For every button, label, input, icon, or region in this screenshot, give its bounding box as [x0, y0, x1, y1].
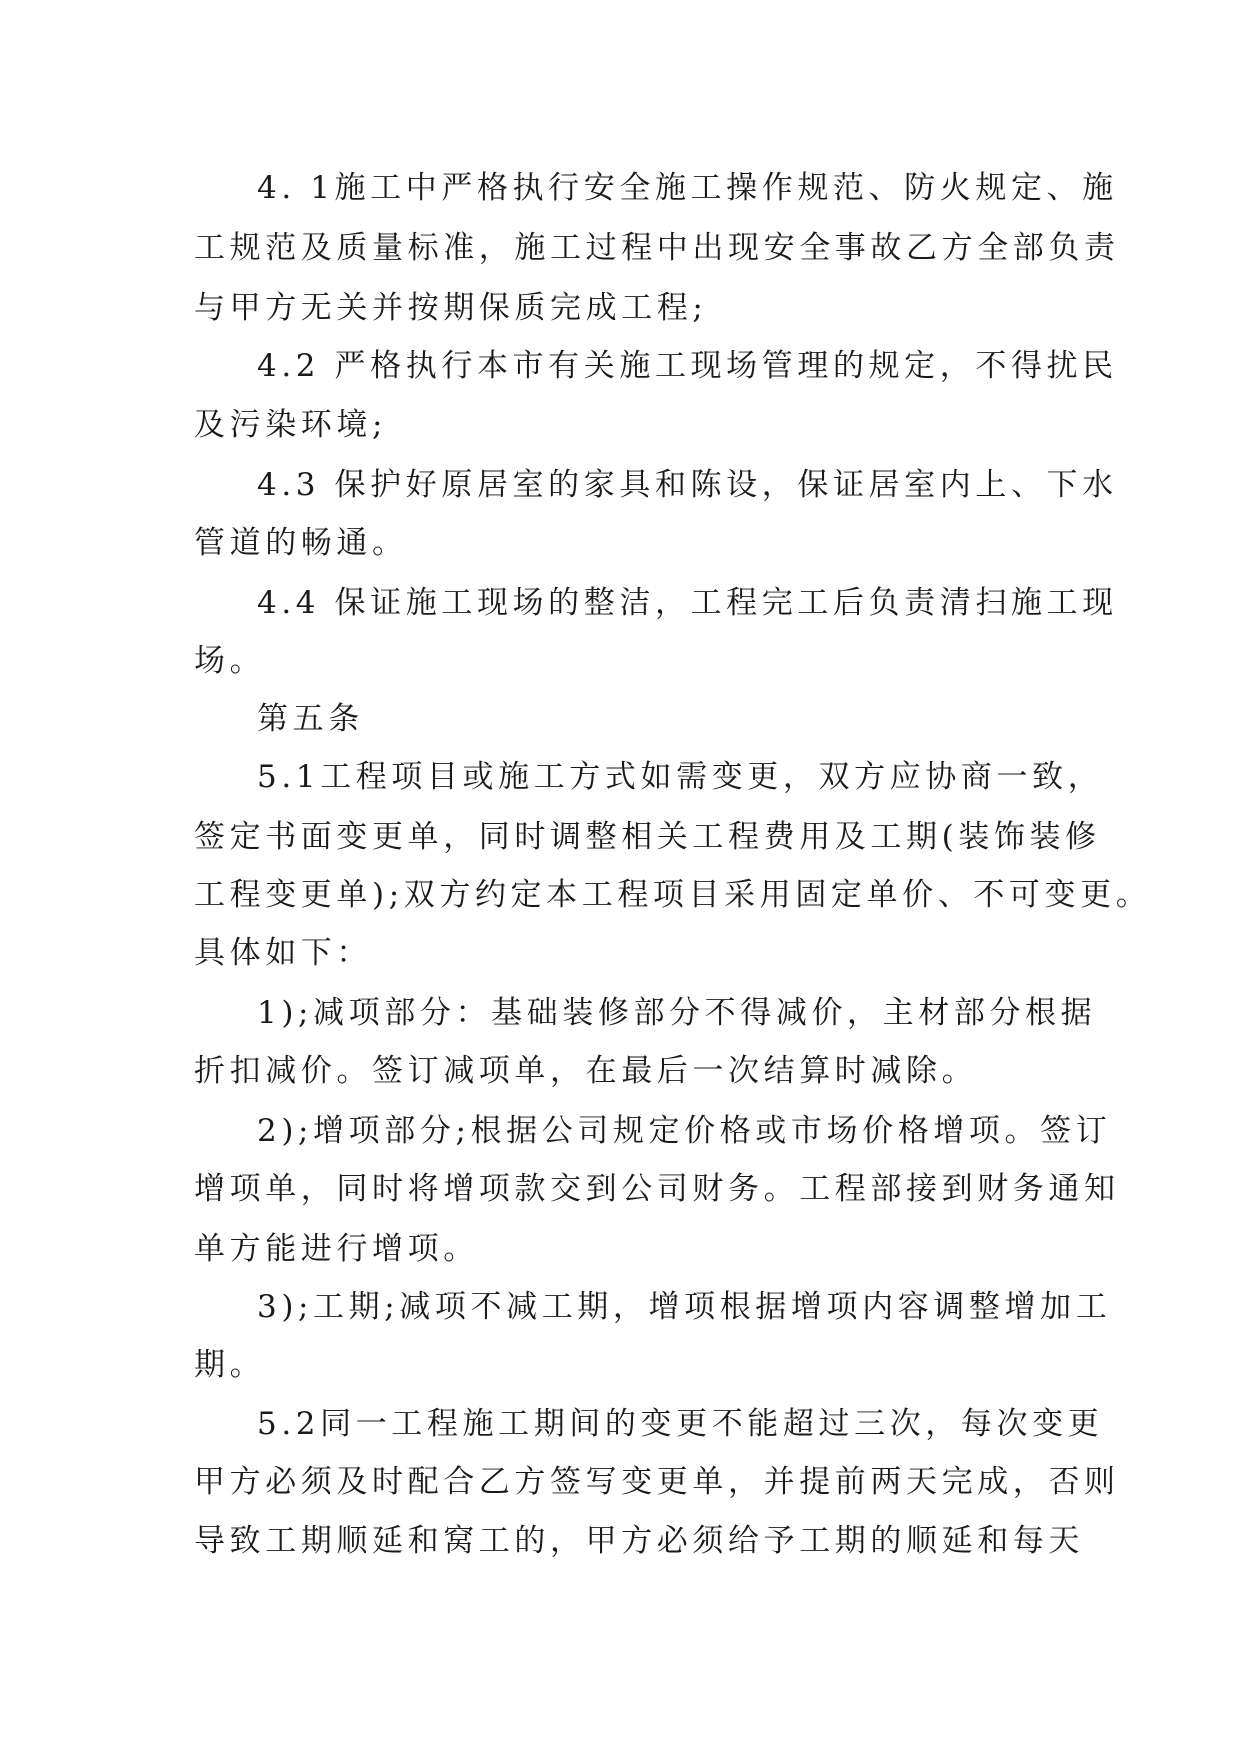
- paragraph-4-3-line-2: 管道的畅通。: [194, 525, 408, 561]
- item-3-line-1: 3);工期;减项不减工期，增项根据增项内容调整增加工: [257, 1289, 1112, 1325]
- paragraph-4-3-line-1: 4.3 保护好原居室的家具和陈设，保证居室内上、下水: [257, 467, 1118, 503]
- paragraph-4-4-line-1: 4.4 保证施工现场的整洁，工程完工后负责清扫施工现: [257, 585, 1118, 621]
- paragraph-5-2-line-2: 甲方必须及时配合乙方签写变更单，并提前两天完成，否则: [194, 1464, 1120, 1500]
- paragraph-5-1-line-4: 具体如下：: [194, 935, 372, 971]
- item-1-line-2: 折扣减价。签订减项单，在最后一次结算时减除。: [194, 1053, 978, 1089]
- section-heading-article-5: 第五条: [257, 701, 364, 737]
- paragraph-5-1-line-2: 签定书面变更单，同时调整相关工程费用及工期(装饰装修: [194, 819, 1101, 855]
- item-1-line-1: 1);减项部分：基础装修部分不得减价，主材部分根据: [257, 995, 1097, 1031]
- item-3-line-2: 期。: [194, 1347, 266, 1383]
- item-2-line-3: 单方能进行增项。: [194, 1231, 479, 1267]
- paragraph-5-2-line-3: 导致工期顺延和窝工的，甲方必须给予工期的顺延和每天: [194, 1523, 1084, 1559]
- paragraph-4-2-line-1: 4.2 严格执行本市有关施工现场管理的规定，不得扰民: [257, 348, 1118, 384]
- item-2-line-2: 增项单，同时将增项款交到公司财务。工程部接到财务通知: [194, 1171, 1120, 1207]
- paragraph-5-2-line-1: 5.2同一工程施工期间的变更不能超过三次，每次变更: [257, 1406, 1104, 1442]
- paragraph-5-1-line-1: 5.1工程项目或施工方式如需变更，双方应协商一致，: [257, 759, 1104, 795]
- paragraph-4-2-line-2: 及污染环境;: [194, 407, 388, 443]
- paragraph-4-1-line-1: 4. 1施工中严格执行安全施工操作规范、防火规定、施: [257, 170, 1118, 206]
- paragraph-4-1-line-3: 与甲方无关并按期保质完成工程;: [194, 290, 708, 326]
- item-2-line-1: 2);增项部分;根据公司规定价格或市场价格增项。签订: [257, 1113, 1112, 1149]
- paragraph-4-4-line-2: 场。: [194, 643, 266, 679]
- paragraph-5-1-line-3: 工程变更单);双方约定本工程项目采用固定单价、不可变更。: [194, 877, 1152, 913]
- paragraph-4-1-line-2: 工规范及质量标准，施工过程中出现安全事故乙方全部负责: [194, 230, 1120, 266]
